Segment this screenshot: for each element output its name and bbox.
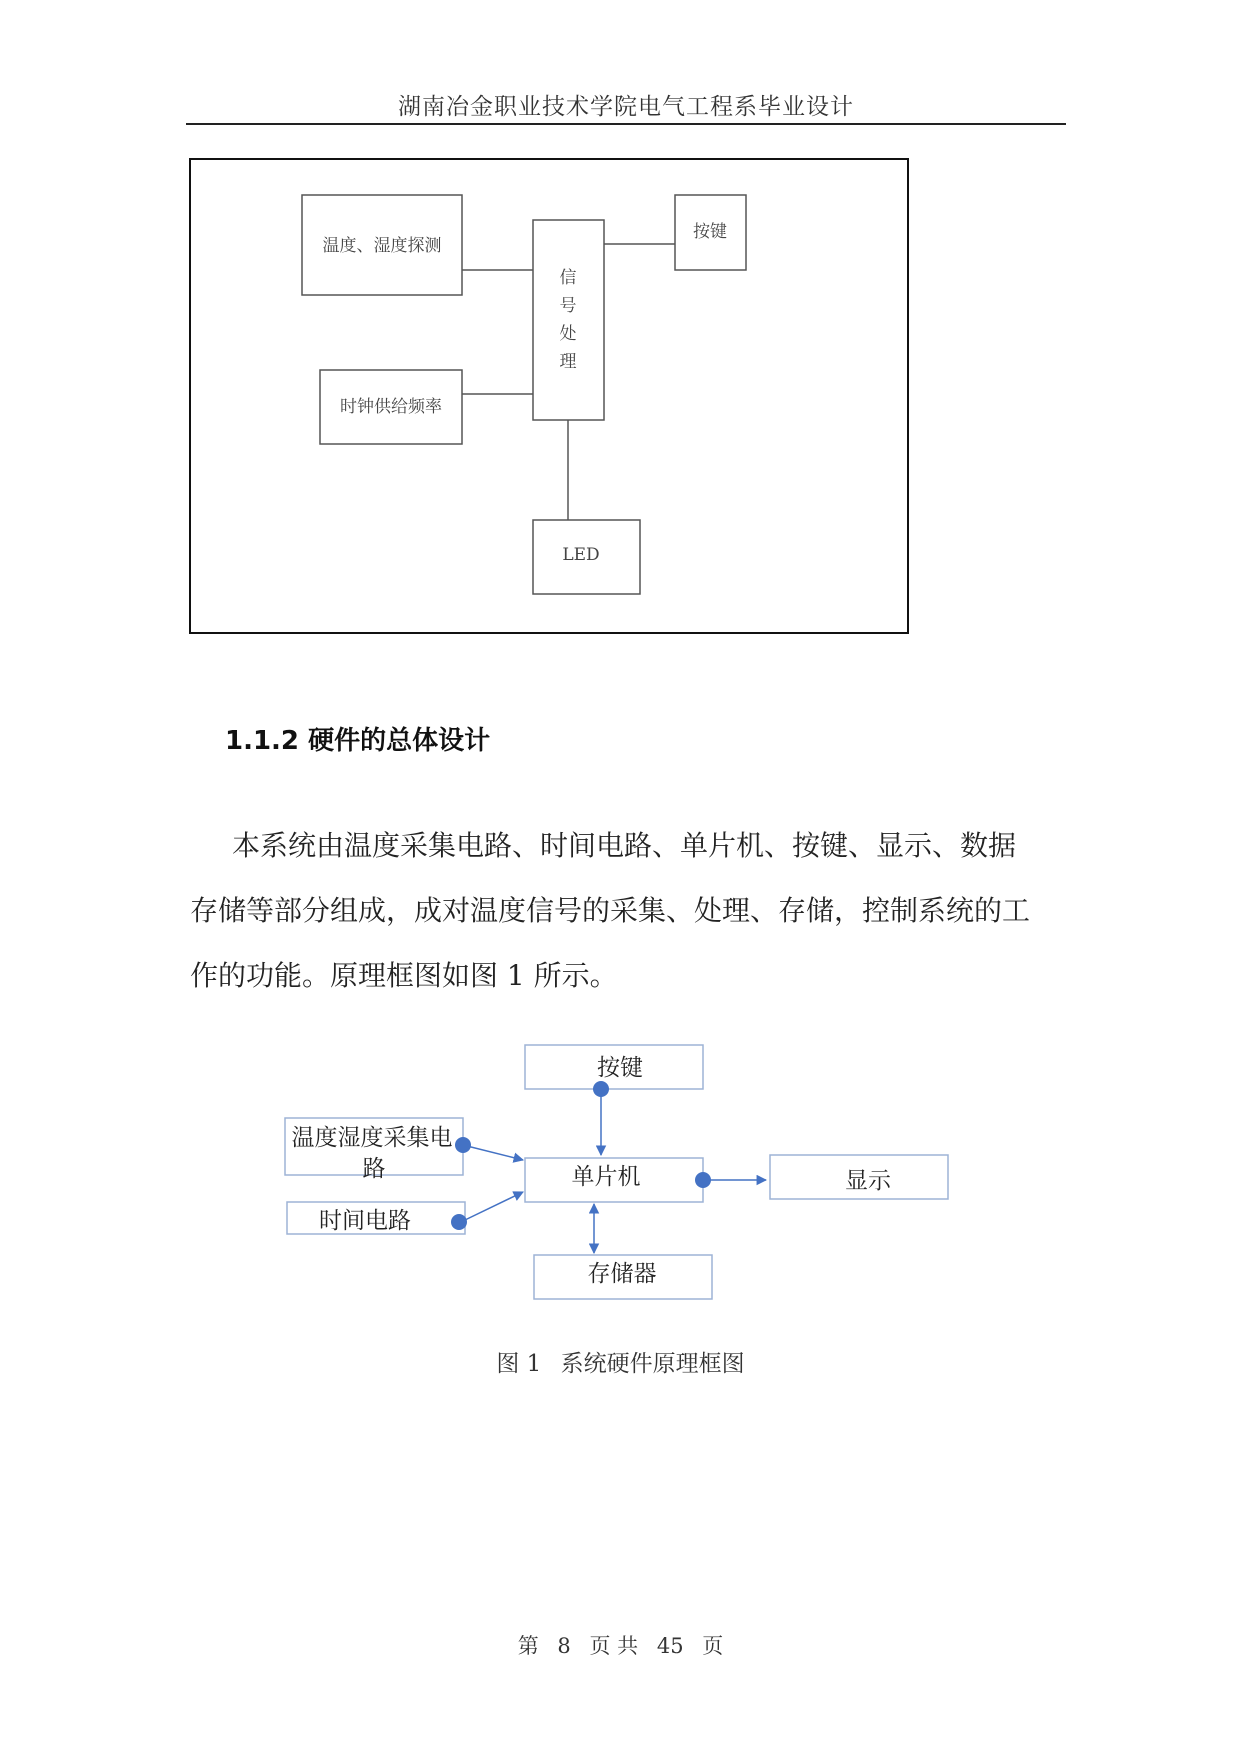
page-footer xyxy=(0,1630,1241,1660)
paragraph-line-1: 本系统由温度采集电路、时间电路、单片机、按键、显示、数据 xyxy=(232,829,1017,862)
display-label: 显示 xyxy=(845,1168,891,1194)
footer-middle: 页 共 xyxy=(589,1634,639,1658)
footer-total-pages: 45 xyxy=(656,1634,684,1658)
signal-processing-box xyxy=(533,220,604,420)
figure-number: 图 1 xyxy=(496,1351,542,1377)
diagram-1 xyxy=(190,159,908,633)
temp-collect-label-line2: 路 xyxy=(362,1156,386,1182)
paragraph-line-2: 存储等部分组成，成对温度信号的采集、处理、存储，控制系统的工 xyxy=(190,894,1031,927)
led-label: LED xyxy=(562,545,600,565)
arrow-time-to-mcu xyxy=(465,1192,523,1220)
signal-char-4: 理 xyxy=(559,352,577,372)
signal-char-3: 处 xyxy=(559,324,577,344)
footer-page-number: 8 xyxy=(557,1634,571,1658)
arrow-temp-to-mcu xyxy=(463,1145,523,1160)
signal-char-2: 号 xyxy=(559,296,577,316)
footer-suffix: 页 xyxy=(702,1634,724,1658)
time-circuit-label: 时间电路 xyxy=(319,1208,411,1234)
paragraph-line-3: 作的功能。原理框图如图 1 所示。 xyxy=(190,959,618,992)
diagram-1-frame xyxy=(190,159,908,633)
clock-label: 时钟供给频率 xyxy=(340,397,442,417)
figure-title: 系统硬件原理框图 xyxy=(560,1351,745,1377)
figure-caption xyxy=(0,1345,1241,1378)
signal-char-1: 信 xyxy=(559,268,577,288)
storage-label: 存储器 xyxy=(587,1261,657,1287)
connector-dot-temp xyxy=(455,1137,471,1153)
diagram-2 xyxy=(285,1045,948,1299)
keys-label: 按键 xyxy=(693,222,727,242)
mcu-label: 单片机 xyxy=(571,1164,641,1190)
section-heading: 1.1.2 硬件的总体设计 xyxy=(225,726,491,756)
header-title: 湖南冶金职业技术学院电气工程系毕业设计 xyxy=(398,94,854,120)
connector-dot-time xyxy=(451,1214,467,1230)
keys-label-2: 按键 xyxy=(597,1055,643,1081)
temp-humidity-label: 温度、湿度探测 xyxy=(322,236,442,256)
temp-collect-label-line1: 温度湿度采集电 xyxy=(291,1125,453,1151)
connector-dot-mcu xyxy=(695,1172,711,1188)
connector-dot-keys xyxy=(593,1081,609,1097)
footer-prefix: 第 xyxy=(517,1634,539,1658)
